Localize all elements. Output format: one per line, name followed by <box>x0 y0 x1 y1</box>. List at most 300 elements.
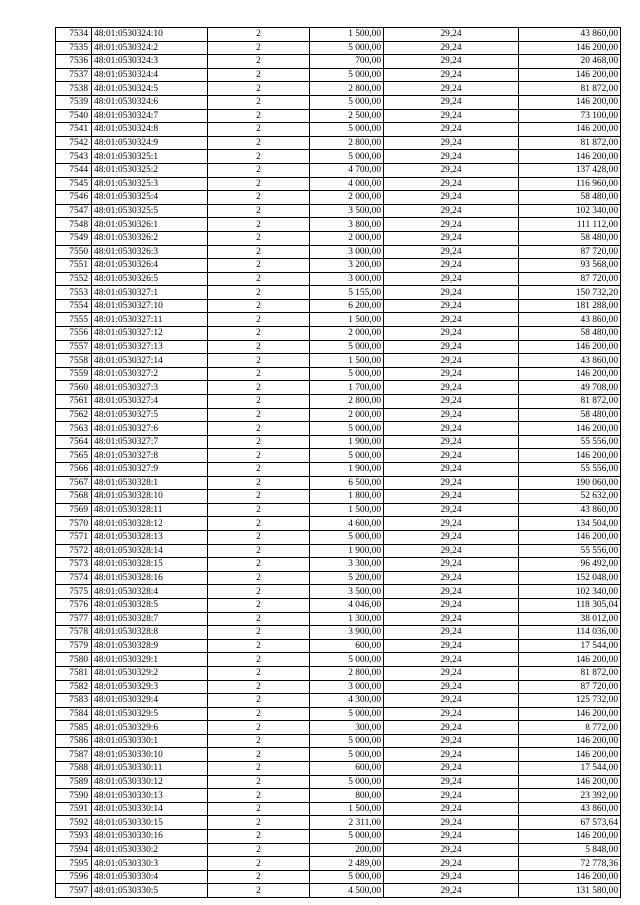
category-cell: 2 <box>208 204 310 218</box>
category-cell: 2 <box>208 381 310 395</box>
rate-cell: 29,24 <box>384 286 519 300</box>
table-row <box>56 218 621 232</box>
area-cell: 1 900,00 <box>310 544 384 558</box>
value-cell: 23 392,00 <box>519 789 621 803</box>
table-row <box>56 884 621 898</box>
rate-cell: 29,24 <box>384 762 519 776</box>
cadastral-number-cell: 48:01:0530328:13 <box>92 530 208 544</box>
area-cell: 3 800,00 <box>310 218 384 232</box>
category-cell: 2 <box>208 163 310 177</box>
category-cell: 2 <box>208 653 310 667</box>
value-cell: 49 708,00 <box>519 381 621 395</box>
table-row <box>56 41 621 55</box>
row-number-cell: 7542 <box>56 136 92 150</box>
rate-cell: 29,24 <box>384 490 519 504</box>
table-row <box>56 843 621 857</box>
value-cell: 8 772,00 <box>519 721 621 735</box>
table-row <box>56 530 621 544</box>
rate-cell: 29,24 <box>384 626 519 640</box>
table-row <box>56 354 621 368</box>
land-valuation-table <box>55 27 621 898</box>
area-cell: 5 000,00 <box>310 830 384 844</box>
area-cell: 2 800,00 <box>310 666 384 680</box>
cadastral-number-cell: 48:01:0530328:1 <box>92 476 208 490</box>
cadastral-number-cell: 48:01:0530330:14 <box>92 802 208 816</box>
rate-cell: 29,24 <box>384 789 519 803</box>
rate-cell: 29,24 <box>384 666 519 680</box>
area-cell: 1 500,00 <box>310 802 384 816</box>
area-cell: 4 046,00 <box>310 598 384 612</box>
cadastral-number-cell: 48:01:0530327:1 <box>92 286 208 300</box>
value-cell: 146 200,00 <box>519 150 621 164</box>
value-cell: 150 732,20 <box>519 286 621 300</box>
cadastral-number-cell: 48:01:0530324:6 <box>92 95 208 109</box>
cadastral-number-cell: 48:01:0530327:7 <box>92 435 208 449</box>
category-cell: 2 <box>208 530 310 544</box>
category-cell: 2 <box>208 408 310 422</box>
row-number-cell: 7567 <box>56 476 92 490</box>
rate-cell: 29,24 <box>384 41 519 55</box>
table-row <box>56 544 621 558</box>
cadastral-number-cell: 48:01:0530330:16 <box>92 830 208 844</box>
row-number-cell: 7590 <box>56 789 92 803</box>
rate-cell: 29,24 <box>384 612 519 626</box>
table-row <box>56 517 621 531</box>
rate-cell: 29,24 <box>384 585 519 599</box>
rate-cell: 29,24 <box>384 55 519 69</box>
cadastral-number-cell: 48:01:0530325:3 <box>92 177 208 191</box>
category-cell: 2 <box>208 259 310 273</box>
value-cell: 81 872,00 <box>519 82 621 96</box>
cadastral-number-cell: 48:01:0530327:13 <box>92 340 208 354</box>
row-number-cell: 7544 <box>56 163 92 177</box>
area-cell: 5 000,00 <box>310 870 384 884</box>
row-number-cell: 7563 <box>56 422 92 436</box>
value-cell: 146 200,00 <box>519 340 621 354</box>
table-row <box>56 707 621 721</box>
area-cell: 3 300,00 <box>310 558 384 572</box>
category-cell: 2 <box>208 82 310 96</box>
area-cell: 5 000,00 <box>310 530 384 544</box>
category-cell: 2 <box>208 544 310 558</box>
area-cell: 4 300,00 <box>310 694 384 708</box>
table-row <box>56 585 621 599</box>
category-cell: 2 <box>208 231 310 245</box>
value-cell: 5 848,00 <box>519 843 621 857</box>
value-cell: 43 860,00 <box>519 802 621 816</box>
rate-cell: 29,24 <box>384 191 519 205</box>
rate-cell: 29,24 <box>384 884 519 898</box>
table-row <box>56 449 621 463</box>
table-body <box>56 28 621 898</box>
table-row <box>56 259 621 273</box>
table-row <box>56 68 621 82</box>
rate-cell: 29,24 <box>384 816 519 830</box>
value-cell: 43 860,00 <box>519 354 621 368</box>
cadastral-number-cell: 48:01:0530327:4 <box>92 395 208 409</box>
row-number-cell: 7592 <box>56 816 92 830</box>
row-number-cell: 7534 <box>56 28 92 42</box>
table-row <box>56 82 621 96</box>
value-cell: 87 720,00 <box>519 680 621 694</box>
cadastral-number-cell: 48:01:0530327:6 <box>92 422 208 436</box>
cadastral-number-cell: 48:01:0530330:10 <box>92 748 208 762</box>
value-cell: 137 428,00 <box>519 163 621 177</box>
area-cell: 5 000,00 <box>310 68 384 82</box>
category-cell: 2 <box>208 558 310 572</box>
value-cell: 146 200,00 <box>519 95 621 109</box>
value-cell: 102 340,00 <box>519 204 621 218</box>
value-cell: 67 573,64 <box>519 816 621 830</box>
value-cell: 43 860,00 <box>519 313 621 327</box>
area-cell: 3 500,00 <box>310 585 384 599</box>
row-number-cell: 7583 <box>56 694 92 708</box>
area-cell: 5 155,00 <box>310 286 384 300</box>
area-cell: 200,00 <box>310 843 384 857</box>
row-number-cell: 7552 <box>56 272 92 286</box>
category-cell: 2 <box>208 28 310 42</box>
row-number-cell: 7575 <box>56 585 92 599</box>
rate-cell: 29,24 <box>384 408 519 422</box>
area-cell: 5 000,00 <box>310 449 384 463</box>
row-number-cell: 7554 <box>56 299 92 313</box>
table-row <box>56 680 621 694</box>
value-cell: 55 556,00 <box>519 544 621 558</box>
area-cell: 3 500,00 <box>310 204 384 218</box>
cadastral-number-cell: 48:01:0530329:4 <box>92 694 208 708</box>
area-cell: 1 900,00 <box>310 463 384 477</box>
cadastral-number-cell: 48:01:0530329:5 <box>92 707 208 721</box>
category-cell: 2 <box>208 218 310 232</box>
row-number-cell: 7538 <box>56 82 92 96</box>
table-row <box>56 626 621 640</box>
row-number-cell: 7571 <box>56 530 92 544</box>
area-cell: 5 000,00 <box>310 340 384 354</box>
area-cell: 600,00 <box>310 639 384 653</box>
value-cell: 118 305,04 <box>519 598 621 612</box>
cadastral-number-cell: 48:01:0530325:4 <box>92 191 208 205</box>
row-number-cell: 7546 <box>56 191 92 205</box>
rate-cell: 29,24 <box>384 558 519 572</box>
category-cell: 2 <box>208 367 310 381</box>
category-cell: 2 <box>208 816 310 830</box>
cadastral-number-cell: 48:01:0530326:2 <box>92 231 208 245</box>
rate-cell: 29,24 <box>384 463 519 477</box>
rate-cell: 29,24 <box>384 299 519 313</box>
category-cell: 2 <box>208 55 310 69</box>
rate-cell: 29,24 <box>384 422 519 436</box>
area-cell: 3 000,00 <box>310 272 384 286</box>
cadastral-number-cell: 48:01:0530327:10 <box>92 299 208 313</box>
area-cell: 4 500,00 <box>310 884 384 898</box>
category-cell: 2 <box>208 490 310 504</box>
cadastral-number-cell: 48:01:0530324:5 <box>92 82 208 96</box>
rate-cell: 29,24 <box>384 245 519 259</box>
area-cell: 6 200,00 <box>310 299 384 313</box>
value-cell: 58 480,00 <box>519 327 621 341</box>
category-cell: 2 <box>208 41 310 55</box>
rate-cell: 29,24 <box>384 109 519 123</box>
table-row <box>56 340 621 354</box>
row-number-cell: 7595 <box>56 857 92 871</box>
row-number-cell: 7572 <box>56 544 92 558</box>
cadastral-number-cell: 48:01:0530326:1 <box>92 218 208 232</box>
cadastral-number-cell: 48:01:0530330:12 <box>92 775 208 789</box>
category-cell: 2 <box>208 313 310 327</box>
row-number-cell: 7549 <box>56 231 92 245</box>
row-number-cell: 7543 <box>56 150 92 164</box>
area-cell: 1 500,00 <box>310 503 384 517</box>
row-number-cell: 7559 <box>56 367 92 381</box>
category-cell: 2 <box>208 191 310 205</box>
table-row <box>56 395 621 409</box>
value-cell: 146 200,00 <box>519 707 621 721</box>
cadastral-number-cell: 48:01:0530324:9 <box>92 136 208 150</box>
area-cell: 2 800,00 <box>310 136 384 150</box>
area-cell: 5 000,00 <box>310 748 384 762</box>
cadastral-number-cell: 48:01:0530330:2 <box>92 843 208 857</box>
row-number-cell: 7578 <box>56 626 92 640</box>
value-cell: 146 200,00 <box>519 123 621 137</box>
category-cell: 2 <box>208 775 310 789</box>
cadastral-number-cell: 48:01:0530328:9 <box>92 639 208 653</box>
value-cell: 146 200,00 <box>519 422 621 436</box>
table-row <box>56 28 621 42</box>
value-cell: 87 720,00 <box>519 245 621 259</box>
category-cell: 2 <box>208 857 310 871</box>
table-row <box>56 422 621 436</box>
value-cell: 131 580,00 <box>519 884 621 898</box>
area-cell: 700,00 <box>310 55 384 69</box>
category-cell: 2 <box>208 517 310 531</box>
value-cell: 55 556,00 <box>519 435 621 449</box>
row-number-cell: 7597 <box>56 884 92 898</box>
area-cell: 6 500,00 <box>310 476 384 490</box>
row-number-cell: 7576 <box>56 598 92 612</box>
category-cell: 2 <box>208 666 310 680</box>
cadastral-number-cell: 48:01:0530328:14 <box>92 544 208 558</box>
rate-cell: 29,24 <box>384 313 519 327</box>
area-cell: 5 000,00 <box>310 367 384 381</box>
category-cell: 2 <box>208 884 310 898</box>
cadastral-number-cell: 48:01:0530329:2 <box>92 666 208 680</box>
category-cell: 2 <box>208 585 310 599</box>
row-number-cell: 7553 <box>56 286 92 300</box>
rate-cell: 29,24 <box>384 123 519 137</box>
value-cell: 102 340,00 <box>519 585 621 599</box>
table-row <box>56 721 621 735</box>
rate-cell: 29,24 <box>384 136 519 150</box>
rate-cell: 29,24 <box>384 870 519 884</box>
row-number-cell: 7557 <box>56 340 92 354</box>
row-number-cell: 7558 <box>56 354 92 368</box>
rate-cell: 29,24 <box>384 802 519 816</box>
value-cell: 146 200,00 <box>519 41 621 55</box>
area-cell: 5 000,00 <box>310 775 384 789</box>
area-cell: 4 000,00 <box>310 177 384 191</box>
category-cell: 2 <box>208 870 310 884</box>
value-cell: 58 480,00 <box>519 408 621 422</box>
row-number-cell: 7581 <box>56 666 92 680</box>
cadastral-number-cell: 48:01:0530328:7 <box>92 612 208 626</box>
rate-cell: 29,24 <box>384 571 519 585</box>
category-cell: 2 <box>208 680 310 694</box>
table-row <box>56 55 621 69</box>
area-cell: 5 000,00 <box>310 41 384 55</box>
value-cell: 58 480,00 <box>519 191 621 205</box>
table-row <box>56 598 621 612</box>
rate-cell: 29,24 <box>384 259 519 273</box>
row-number-cell: 7596 <box>56 870 92 884</box>
area-cell: 5 000,00 <box>310 734 384 748</box>
row-number-cell: 7551 <box>56 259 92 273</box>
table-row <box>56 558 621 572</box>
category-cell: 2 <box>208 748 310 762</box>
cadastral-number-cell: 48:01:0530330:13 <box>92 789 208 803</box>
row-number-cell: 7556 <box>56 327 92 341</box>
row-number-cell: 7562 <box>56 408 92 422</box>
rate-cell: 29,24 <box>384 150 519 164</box>
category-cell: 2 <box>208 286 310 300</box>
category-cell: 2 <box>208 449 310 463</box>
table-row <box>56 109 621 123</box>
area-cell: 1 900,00 <box>310 435 384 449</box>
area-cell: 2 311,00 <box>310 816 384 830</box>
value-cell: 72 778,36 <box>519 857 621 871</box>
table-row <box>56 762 621 776</box>
area-cell: 5 000,00 <box>310 707 384 721</box>
cadastral-number-cell: 48:01:0530329:3 <box>92 680 208 694</box>
cadastral-number-cell: 48:01:0530324:2 <box>92 41 208 55</box>
rate-cell: 29,24 <box>384 775 519 789</box>
cadastral-number-cell: 48:01:0530328:12 <box>92 517 208 531</box>
table-row <box>56 95 621 109</box>
rate-cell: 29,24 <box>384 680 519 694</box>
category-cell: 2 <box>208 721 310 735</box>
row-number-cell: 7580 <box>56 653 92 667</box>
rate-cell: 29,24 <box>384 598 519 612</box>
rate-cell: 29,24 <box>384 830 519 844</box>
area-cell: 3 200,00 <box>310 259 384 273</box>
cadastral-number-cell: 48:01:0530326:5 <box>92 272 208 286</box>
category-cell: 2 <box>208 354 310 368</box>
rate-cell: 29,24 <box>384 204 519 218</box>
cadastral-number-cell: 48:01:0530327:3 <box>92 381 208 395</box>
cadastral-number-cell: 48:01:0530330:15 <box>92 816 208 830</box>
category-cell: 2 <box>208 612 310 626</box>
cadastral-number-cell: 48:01:0530326:3 <box>92 245 208 259</box>
area-cell: 1 300,00 <box>310 612 384 626</box>
value-cell: 87 720,00 <box>519 272 621 286</box>
cadastral-number-cell: 48:01:0530328:11 <box>92 503 208 517</box>
cadastral-number-cell: 48:01:0530324:4 <box>92 68 208 82</box>
rate-cell: 29,24 <box>384 82 519 96</box>
value-cell: 190 060,00 <box>519 476 621 490</box>
row-number-cell: 7547 <box>56 204 92 218</box>
row-number-cell: 7564 <box>56 435 92 449</box>
area-cell: 2 800,00 <box>310 395 384 409</box>
row-number-cell: 7566 <box>56 463 92 477</box>
row-number-cell: 7574 <box>56 571 92 585</box>
value-cell: 146 200,00 <box>519 449 621 463</box>
rate-cell: 29,24 <box>384 231 519 245</box>
cadastral-number-cell: 48:01:0530327:12 <box>92 327 208 341</box>
value-cell: 146 200,00 <box>519 775 621 789</box>
row-number-cell: 7550 <box>56 245 92 259</box>
area-cell: 1 700,00 <box>310 381 384 395</box>
row-number-cell: 7587 <box>56 748 92 762</box>
row-number-cell: 7582 <box>56 680 92 694</box>
rate-cell: 29,24 <box>384 340 519 354</box>
value-cell: 181 288,00 <box>519 299 621 313</box>
row-number-cell: 7594 <box>56 843 92 857</box>
row-number-cell: 7536 <box>56 55 92 69</box>
area-cell: 2 800,00 <box>310 82 384 96</box>
rate-cell: 29,24 <box>384 435 519 449</box>
category-cell: 2 <box>208 95 310 109</box>
rate-cell: 29,24 <box>384 530 519 544</box>
rate-cell: 29,24 <box>384 367 519 381</box>
area-cell: 5 000,00 <box>310 95 384 109</box>
value-cell: 146 200,00 <box>519 367 621 381</box>
table-row <box>56 136 621 150</box>
rate-cell: 29,24 <box>384 218 519 232</box>
table-row <box>56 789 621 803</box>
rate-cell: 29,24 <box>384 639 519 653</box>
cadastral-number-cell: 48:01:0530324:7 <box>92 109 208 123</box>
category-cell: 2 <box>208 639 310 653</box>
table-row <box>56 653 621 667</box>
value-cell: 134 504,00 <box>519 517 621 531</box>
area-cell: 5 200,00 <box>310 571 384 585</box>
row-number-cell: 7584 <box>56 707 92 721</box>
category-cell: 2 <box>208 327 310 341</box>
cadastral-number-cell: 48:01:0530324:8 <box>92 123 208 137</box>
area-cell: 300,00 <box>310 721 384 735</box>
area-cell: 1 500,00 <box>310 28 384 42</box>
table-row <box>56 191 621 205</box>
value-cell: 81 872,00 <box>519 395 621 409</box>
area-cell: 3 000,00 <box>310 680 384 694</box>
row-number-cell: 7568 <box>56 490 92 504</box>
row-number-cell: 7537 <box>56 68 92 82</box>
table-row <box>56 299 621 313</box>
rate-cell: 29,24 <box>384 95 519 109</box>
value-cell: 96 492,00 <box>519 558 621 572</box>
value-cell: 146 200,00 <box>519 530 621 544</box>
table-row <box>56 639 621 653</box>
area-cell: 5 000,00 <box>310 123 384 137</box>
table-row <box>56 816 621 830</box>
cadastral-number-cell: 48:01:0530324:10 <box>92 28 208 42</box>
cadastral-number-cell: 48:01:0530327:9 <box>92 463 208 477</box>
rate-cell: 29,24 <box>384 68 519 82</box>
rate-cell: 29,24 <box>384 272 519 286</box>
table-row <box>56 734 621 748</box>
cadastral-number-cell: 48:01:0530327:2 <box>92 367 208 381</box>
cadastral-number-cell: 48:01:0530325:1 <box>92 150 208 164</box>
rate-cell: 29,24 <box>384 843 519 857</box>
value-cell: 81 872,00 <box>519 136 621 150</box>
category-cell: 2 <box>208 245 310 259</box>
row-number-cell: 7577 <box>56 612 92 626</box>
table-row <box>56 476 621 490</box>
rate-cell: 29,24 <box>384 517 519 531</box>
row-number-cell: 7591 <box>56 802 92 816</box>
rate-cell: 29,24 <box>384 327 519 341</box>
cadastral-number-cell: 48:01:0530328:15 <box>92 558 208 572</box>
table-row <box>56 177 621 191</box>
